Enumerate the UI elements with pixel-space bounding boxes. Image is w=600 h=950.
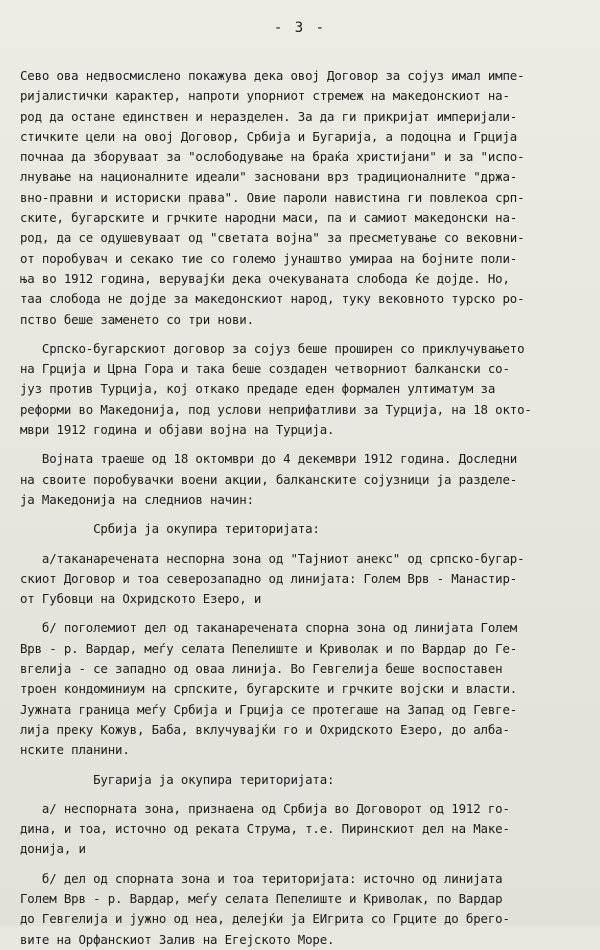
paragraph-gap bbox=[20, 609, 592, 618]
text-line: скиот Договор и тоа северозападно од линијата: Голем Врв - Манастир- bbox=[20, 570, 518, 586]
text-line: дина, и тоа, источно од реката Струма, т.е. Пиринскиот дел на Маке- bbox=[20, 821, 510, 837]
text-line: вно-правни и историски права". Овие пароли навистина ги повлекоа срп- bbox=[20, 189, 525, 205]
text-line: род да остане единствен и неразделен. За да ги прикријат империјали- bbox=[20, 108, 518, 124]
document-body bbox=[20, 66, 592, 950]
text-line: Јужната граница меѓу Србија и Грција се протегаше на Запад од Гевге- bbox=[20, 701, 518, 717]
text-line: от Губовци на Охридското Езеро, и bbox=[20, 591, 262, 607]
text-line: б/ дел од спорната зона и тоа територијата: источно од линијата bbox=[20, 870, 503, 886]
text-line: ријалистички карактер, напроти упорниот стремеж на македонскиот на- bbox=[20, 88, 510, 104]
paragraph-gap bbox=[20, 860, 592, 869]
text-line: лија преку Кожув, Баба, вклучувајќи го и Охридското Езеро, до алба- bbox=[20, 721, 510, 737]
text-line: Војната траеше од 18 октомври до 4 декември 1912 година. Доследни bbox=[20, 451, 518, 467]
text-line: почнаа да зборуваат за "ослободување на браќа христијани" и за "испо- bbox=[20, 149, 525, 165]
text-line: ските, бугарските и грчките народни маси, па и самиот македонски на- bbox=[20, 210, 518, 226]
text-line: а/таканаречената неспорна зона од "Тајниот анекс" од српско-бугар- bbox=[20, 550, 525, 566]
text-line: Голем Врв - р. Вардар, меѓу селата Пепелиште и Криволак, по Вардар bbox=[20, 890, 503, 906]
text-line: донија, и bbox=[20, 841, 86, 857]
paragraph-gap bbox=[20, 440, 592, 449]
paragraph-gap bbox=[20, 330, 592, 339]
text-line: Српско-бугарскиот договор за сојуз беше проширен со приклучувањето bbox=[20, 340, 525, 356]
text-line: стичките цели на овој Договор, Србија и Бугарија, а подоцна и Грција bbox=[20, 128, 518, 144]
paragraph-gap bbox=[20, 790, 592, 799]
text-line: ња во 1912 година, верувајќи дека очекуваната слобода ќе дојде. Но, bbox=[20, 270, 510, 286]
text-line: род, да се одушевуваат од "светата војна" за пресметување со вековни- bbox=[20, 230, 525, 246]
text-line: Бугарија ја окупира територијата: bbox=[20, 771, 335, 787]
text-line: таа слобода не дојде за македонскиот народ, туку вековното турско ро- bbox=[20, 291, 525, 307]
text-line: вите на Орфанскиот Залив на Егејското Море. bbox=[20, 931, 335, 947]
text-line: јуз против Турција, кој откако предаде еден формален ултиматум за bbox=[20, 381, 496, 397]
text-line: пство беше заменето со три нови. bbox=[20, 311, 254, 327]
text-line: б/ поголемиот дел од таканаречената спорна зона од линијата Голем bbox=[20, 620, 518, 636]
text-line: мври 1912 година и објави војна на Турција. bbox=[20, 422, 335, 438]
paragraph-gap bbox=[20, 540, 592, 549]
text-line: до Гевгелија и јужно од неа, делејќи ја ЕИгрита со Грците до брего- bbox=[20, 911, 510, 927]
text-line: лнување на националните идеали" засновани врз традиционалните "држа- bbox=[20, 169, 518, 185]
text-line: ја Македонија на следниов начин: bbox=[20, 491, 254, 507]
text-line: вгелија - се западно од оваа линија. Во Гевгелија беше воспоставен bbox=[20, 661, 503, 677]
text-line: на Грција и Црна Гора и така беше создаден четворниот балкански со- bbox=[20, 361, 510, 377]
text-line: нските планини. bbox=[20, 742, 130, 758]
page-number: - 3 - bbox=[273, 20, 327, 36]
text-line: троен кондоминиум на српските, бугарските и грчките војски и власти. bbox=[20, 681, 518, 697]
text-line: а/ неспорната зона, признаена од Србија во Договорот од 1912 го- bbox=[20, 800, 510, 816]
text-line: на своите поробувачки воени акции, балканските сојузници ја разделе- bbox=[20, 471, 518, 487]
text-line: Србија ја окупира територијата: bbox=[20, 521, 320, 537]
text-line: Сево ова недвосмислено покажува дека овој Договор за сојуз имал импе- bbox=[20, 68, 525, 83]
text-line: Врв - р. Вардар, меѓу селата Пепелиште и Криволак и по Вардар до Ге- bbox=[20, 640, 518, 656]
paragraph-gap bbox=[20, 510, 592, 519]
text-line: от поробувач и секако тие со големо јунаштво умираа на бојните поли- bbox=[20, 250, 518, 266]
text-line: реформи во Македонија, под услови неприфатливи за Турција, на 18 окто- bbox=[20, 401, 532, 417]
paragraph-gap bbox=[20, 761, 592, 770]
